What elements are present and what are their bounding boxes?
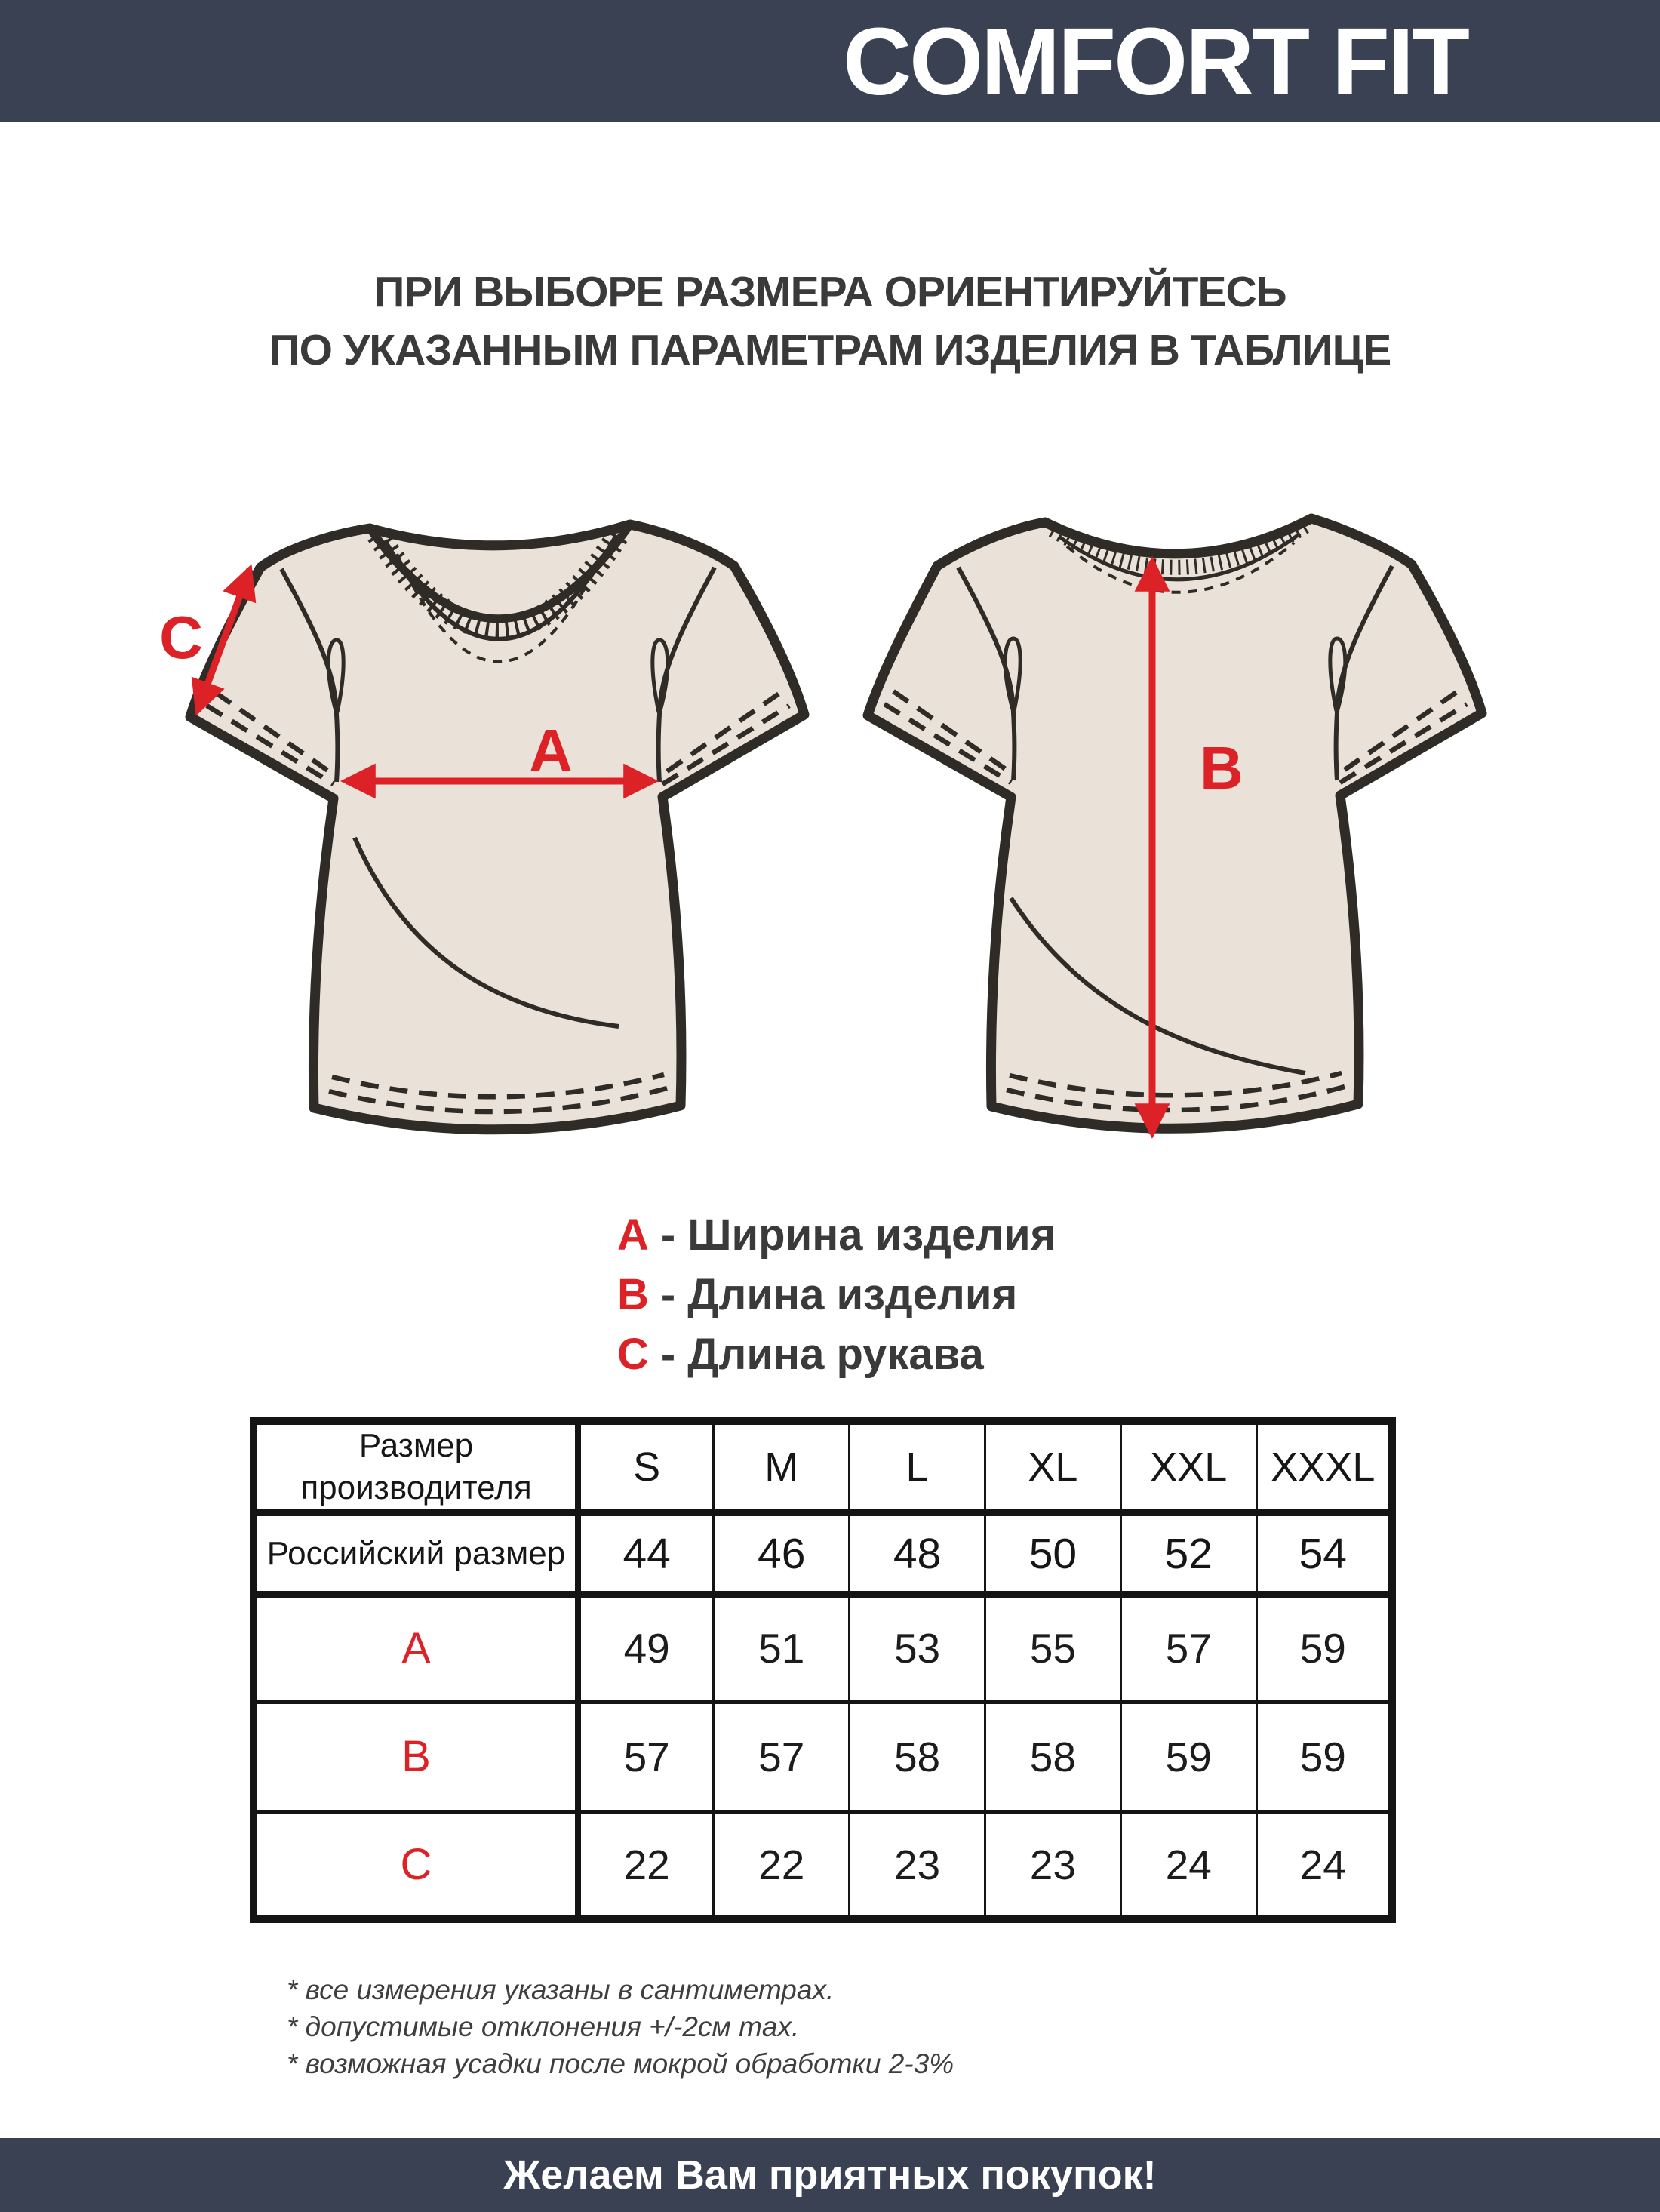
- legend-text-length: Длина изделия: [687, 1270, 1018, 1319]
- footnotes: [287, 1971, 954, 2082]
- legend-separator: -: [660, 1211, 676, 1260]
- length-value: 59: [1120, 1702, 1256, 1812]
- footnote-line: * возможная усадки после мокрой обработки 2-3%: [287, 2048, 954, 2079]
- size-col-xxl: XXL: [1120, 1421, 1256, 1513]
- footnote-line: * все измерения указаны в сантиметрах.: [287, 1974, 835, 2005]
- width-label: A: [529, 717, 573, 784]
- tshirt-back-figure: [822, 475, 1532, 1185]
- row-label-a: A: [254, 1595, 578, 1702]
- sleeve-value: 24: [1256, 1812, 1392, 1919]
- russian-size-value: 46: [714, 1513, 850, 1595]
- legend-text-width: Ширина изделия: [687, 1211, 1056, 1260]
- size-col-m: M: [714, 1421, 850, 1513]
- length-value: 58: [850, 1702, 985, 1812]
- width-value: 49: [578, 1595, 714, 1702]
- sleeve-value: 22: [714, 1812, 850, 1919]
- tshirt-front-figure: [143, 475, 853, 1185]
- intro-heading: [0, 263, 1660, 380]
- row-label-b: B: [254, 1702, 578, 1812]
- size-table: [250, 1417, 1396, 1923]
- footnote-line: * допустимые отклонения +/-2см max.: [287, 2011, 800, 2042]
- header-title: COMFORT FIT: [843, 8, 1468, 115]
- header-label-cell: Размер производителя: [254, 1421, 578, 1513]
- width-value: 51: [714, 1595, 850, 1702]
- legend-key-b: B: [617, 1270, 649, 1319]
- sleeve-value: 23: [850, 1812, 985, 1919]
- table-row-sizes: [254, 1421, 1392, 1513]
- russian-size-value: 54: [1256, 1513, 1392, 1595]
- russian-size-value: 52: [1120, 1513, 1256, 1595]
- length-value: 59: [1256, 1702, 1392, 1812]
- legend-item-width: [617, 1208, 1056, 1268]
- russian-size-value: 44: [578, 1513, 714, 1595]
- footer-bar: [0, 2138, 1660, 2212]
- table-row-length: [254, 1702, 1392, 1812]
- sleeve-value: 24: [1120, 1812, 1256, 1919]
- legend-item-sleeve: [617, 1328, 1056, 1387]
- length-value: 57: [578, 1702, 714, 1812]
- sleeve-label: C: [159, 604, 203, 671]
- header-bar: [0, 0, 1660, 122]
- russian-size-label: Российский размер: [254, 1513, 578, 1595]
- legend-text-sleeve: Длина рукава: [687, 1330, 984, 1379]
- size-col-l: L: [850, 1421, 985, 1513]
- size-col-s: S: [578, 1421, 714, 1513]
- legend-separator: -: [660, 1270, 676, 1319]
- table-row-width: [254, 1595, 1392, 1702]
- russian-size-value: 48: [850, 1513, 985, 1595]
- size-col-xl: XL: [985, 1421, 1120, 1513]
- intro-line-2: ПО УКАЗАННЫМ ПАРАМЕТРАМ ИЗДЕЛИЯ В ТАБЛИЦЕ: [269, 326, 1391, 374]
- width-value: 55: [985, 1595, 1120, 1702]
- sleeve-value: 23: [985, 1812, 1120, 1919]
- legend-separator: -: [660, 1330, 676, 1379]
- sleeve-value: 22: [578, 1812, 714, 1919]
- table-row-sleeve: [254, 1812, 1392, 1919]
- width-value: 59: [1256, 1595, 1392, 1702]
- width-value: 53: [850, 1595, 985, 1702]
- width-value: 57: [1120, 1595, 1256, 1702]
- footer-message: Желаем Вам приятных покупок!: [503, 2152, 1157, 2198]
- legend-item-length: [617, 1268, 1056, 1328]
- legend-key-a: A: [617, 1211, 649, 1260]
- row-label-c: C: [254, 1812, 578, 1919]
- russian-size-value: 50: [985, 1513, 1120, 1595]
- intro-line-1: ПРИ ВЫБОРЕ РАЗМЕРА ОРИЕНТИРУЙТЕСЬ: [374, 268, 1286, 316]
- length-label: B: [1200, 734, 1243, 801]
- length-value: 57: [714, 1702, 850, 1812]
- size-col-xxxl: XXXL: [1256, 1421, 1392, 1513]
- table-row-russian-size: [254, 1513, 1392, 1595]
- measurement-legend: [617, 1208, 1056, 1387]
- legend-key-c: C: [617, 1330, 649, 1379]
- length-value: 58: [985, 1702, 1120, 1812]
